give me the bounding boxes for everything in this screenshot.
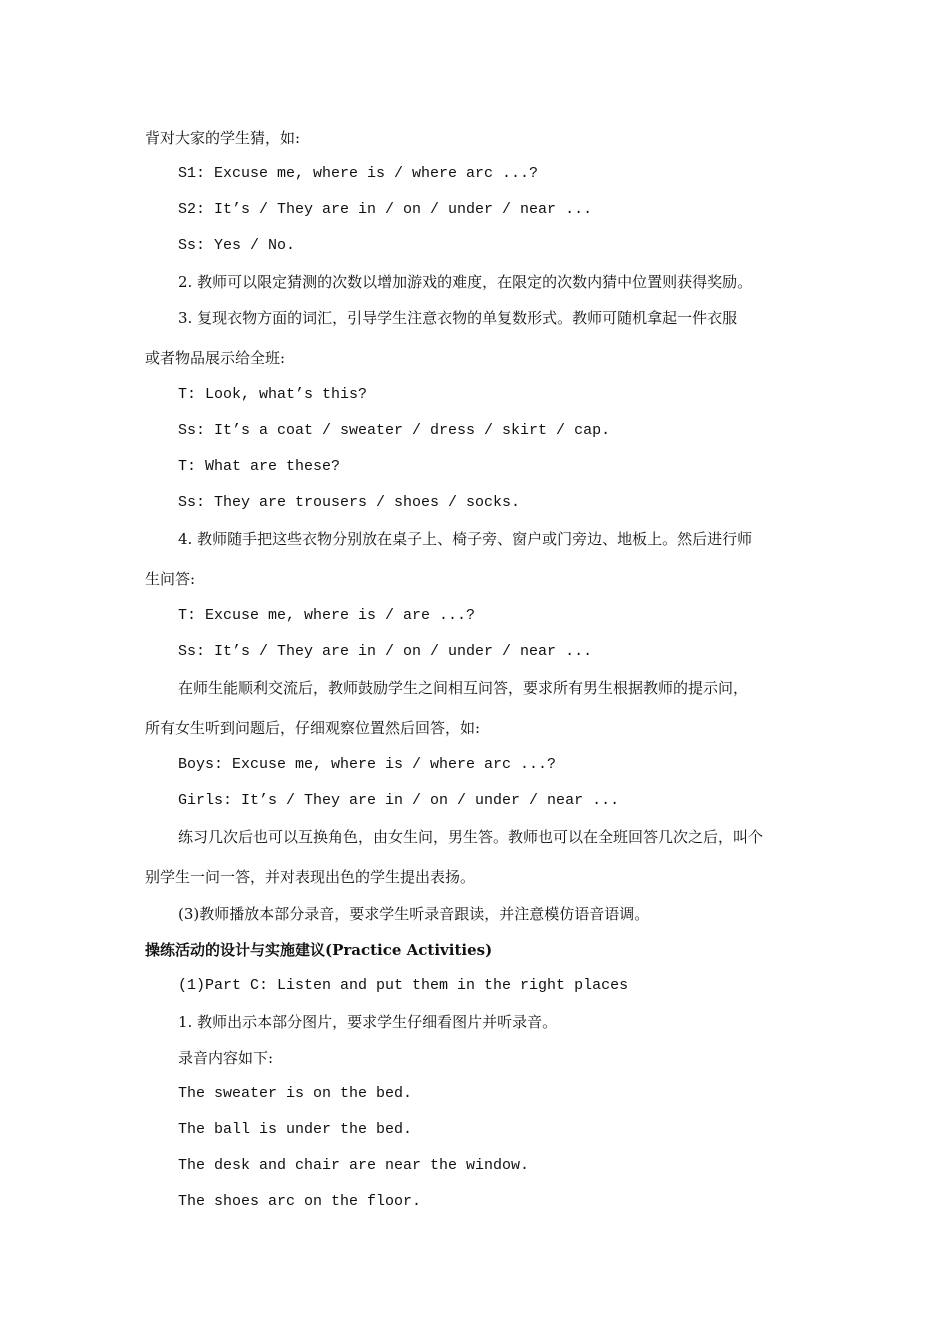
text-line-switch-roles: 练习几次后也可以互换角色，由女生问，男生答。教师也可以在全班回答几次之后，叫个 — [178, 828, 764, 846]
text-line-recording-content: 录音内容如下: — [178, 1049, 274, 1067]
text-line-step-3-cont: 或者物品展示给全班: — [145, 349, 286, 367]
text-line-play-recording: (3)教师播放本部分录音，要求学生听录音跟读，并注意模仿语音语调。 — [178, 905, 650, 923]
text-line-switch-roles-cont: 别学生一问一答，并对表现出色的学生提出表扬。 — [145, 868, 476, 886]
recording-line-3: The desk and chair are near the window. — [178, 1157, 530, 1174]
text-line-step-3: 3. 复现衣物方面的词汇，引导学生注意衣物的单复数形式。教师可随机拿起一件衣服 — [178, 309, 738, 327]
dialogue-line-ss3: Ss: It’s / They are in / on / under / near ... — [178, 643, 593, 660]
dialogue-line-girls: Girls: It’s / They are in / on / under / near ... — [178, 792, 620, 809]
text-line-show-pictures: 1. 教师出示本部分图片，要求学生仔细看图片并听录音。 — [178, 1013, 558, 1031]
text-line-1: 背对大家的学生猜，如: — [145, 129, 301, 147]
dialogue-line-t3: T: Excuse me, where is / are ...? — [178, 607, 476, 624]
dialogue-line-boys: Boys: Excuse me, where is / where arc ...? — [178, 756, 557, 773]
dialogue-line-ss: Ss: Yes / No. — [178, 237, 296, 254]
dialogue-line-s1: S1: Excuse me, where is / where arc ...? — [178, 165, 539, 182]
dialogue-line-t1: T: Look, what’s this? — [178, 386, 368, 403]
text-line-step-4: 4. 教师随手把这些衣物分别放在桌子上、椅子旁、窗户或门旁边、地板上。然后进行师 — [178, 530, 753, 548]
recording-line-2: The ball is under the bed. — [178, 1121, 413, 1138]
section-heading-practice: 操练活动的设计与实施建议(Practice Activities) — [145, 941, 493, 959]
text-line-step-4-cont: 生问答: — [145, 570, 196, 588]
subsection-part-c: (1)Part C: Listen and put them in the right places — [178, 977, 629, 994]
dialogue-line-s2: S2: It’s / They are in / on / under / near ... — [178, 201, 593, 218]
dialogue-line-t2: T: What are these? — [178, 458, 341, 475]
recording-line-4: The shoes arc on the floor. — [178, 1193, 422, 1210]
recording-line-1: The sweater is on the bed. — [178, 1085, 413, 1102]
text-line-pair-work: 在师生能顺利交流后，教师鼓励学生之间相互问答，要求所有男生根据教师的提示问， — [178, 679, 749, 697]
text-line-step-2: 2. 教师可以限定猜测的次数以增加游戏的难度，在限定的次数内猜中位置则获得奖励。 — [178, 273, 753, 291]
dialogue-line-ss2: Ss: They are trousers / shoes / socks. — [178, 494, 521, 511]
text-line-pair-work-cont: 所有女生听到问题后，仔细观察位置然后回答，如: — [145, 719, 481, 737]
dialogue-line-ss1: Ss: It’s a coat / sweater / dress / skirt / cap. — [178, 422, 611, 439]
